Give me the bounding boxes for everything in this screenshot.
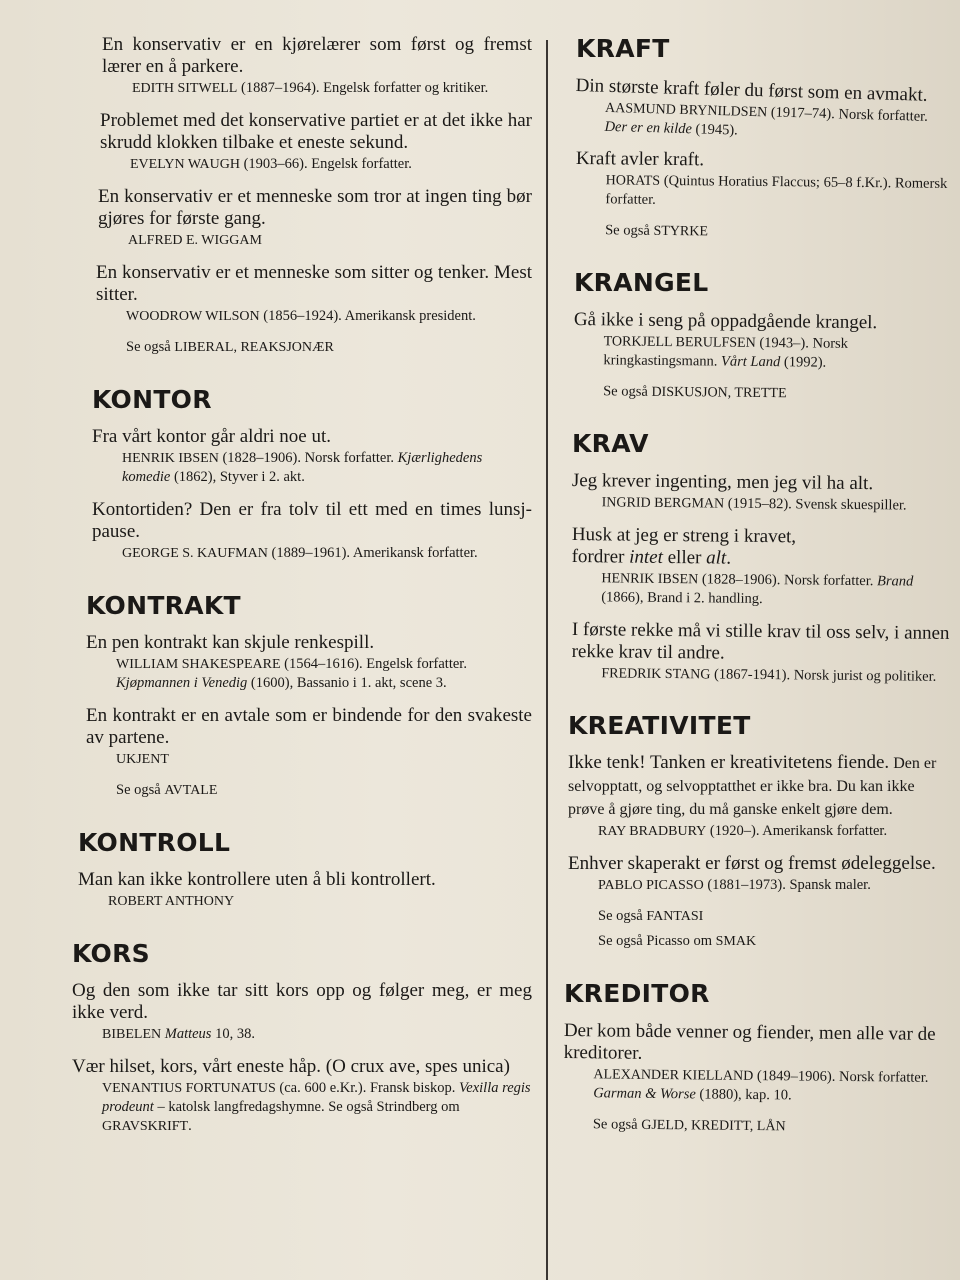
right-column <box>562 34 950 1146</box>
attribution: HORATS (Quintus Horatius Flaccus; 65–8 f.Kr.). Romersk forfatter. <box>605 172 948 208</box>
quote-text: Fra vårt kontor går aldri noe ut. <box>92 426 332 447</box>
attribution: PABLO PICASSO (1881–1973). Spansk maler. <box>598 877 871 893</box>
quote-entry <box>571 619 950 687</box>
see-also: Se også DISKUSJON, TRETTE <box>603 383 787 402</box>
quote-entry <box>70 34 532 98</box>
quote-text: Jeg krever ingenting, men jeg vil ha alt. <box>571 470 874 495</box>
attribution: INGRID BERGMAN (1915–82). Svensk skuespiller. <box>601 495 907 514</box>
quote-entry <box>572 470 950 516</box>
quote-entry <box>92 426 532 487</box>
attribution: ALFRED E. WIGGAM <box>128 233 262 248</box>
attribution: FREDRIK STANG (1867-1941). Norsk jurist og politiker. <box>601 666 937 685</box>
quote-entry <box>574 75 950 146</box>
attribution: VENANTIUS FORTUNATUS (ca. 600 e.Kr.). Fransk biskop. Vexilla regis prodeunt – katolsk langfredagshymne. Se også Strindberg om GRAVSKRIFT. <box>102 1080 531 1134</box>
section-heading: KORS <box>72 939 150 968</box>
quote-entry <box>72 1056 532 1136</box>
left-column <box>70 34 532 1148</box>
quote-entry <box>70 262 532 357</box>
quote-text: Man kan ikke kontrollere uten å bli kontrollert. <box>78 869 436 890</box>
attribution: WILLIAM SHAKESPEARE (1564–1616). Engelsk forfatter. Kjøpmannen i Venedig (1600), Bassanio i 1. akt, scene 3. <box>116 656 467 691</box>
quote-entry <box>563 1020 950 1138</box>
quote-text: Husk at jeg er streng i kravet, fordrer intet eller alt. <box>571 524 797 569</box>
quote-entry <box>70 110 532 174</box>
section-heading: KREATIVITET <box>568 711 751 740</box>
quote-text: Kontortiden? Den er fra tolv til ett med en times lunsj-pause. <box>92 499 532 542</box>
see-also: Se også AVTALE <box>116 782 218 798</box>
section-heading: KONTROLL <box>78 828 231 857</box>
quote-entry <box>568 752 950 841</box>
section-kreativitet <box>562 711 950 951</box>
attribution: GEORGE S. KAUFMAN (1889–1961). Amerikansk forfatter. <box>122 545 478 561</box>
section-krangel <box>562 268 950 401</box>
section-kreditor <box>562 979 950 1134</box>
section-kors <box>70 939 532 1136</box>
quote-text: Gå ikke i seng på oppadgående krangel. <box>573 309 878 334</box>
attribution: RAY BRADBURY (1920–). Amerikansk forfatter. <box>598 823 888 839</box>
section-heading: KRAV <box>572 429 649 458</box>
quote-text: Problemet med det konservative partiet er at det ikke har skrudd klokken tilbake et eneste sekund. <box>100 110 532 153</box>
quote-entry <box>70 186 532 250</box>
quote-entry <box>92 499 532 563</box>
attribution: EVELYN WAUGH (1903–66). Engelsk forfatter. <box>130 156 412 172</box>
attribution: EDITH SITWELL (1887–1964). Engelsk forfatter og kritiker. <box>132 80 489 96</box>
quote-text: Kraft avler kraft. <box>575 148 705 171</box>
section-kontroll <box>70 828 532 911</box>
quote-text: En konservativ er et menneske som sitter og tenker. Mest sitter. <box>96 262 532 305</box>
quote-entry <box>568 853 950 951</box>
section-kontrakt <box>70 591 532 800</box>
attribution: WOODROW WILSON (1856–1924). Amerikansk president. <box>126 308 476 324</box>
quote-text: Enhver skaperakt er først og fremst ødeleggelse. <box>568 853 936 874</box>
attribution: TORKJELL BERULFSEN (1943–). Norsk kringkastingsmann. Vårt Land (1992). <box>603 334 849 371</box>
section-heading: KONTOR <box>92 385 212 414</box>
attribution: HENRIK IBSEN (1828–1906). Norsk forfatter. Kjærlighedens komedie (1862), Styver i 2. akt. <box>122 450 483 485</box>
quote-text: En konservativ er et menneske som tror at ingen ting bør gjøres for første gang. <box>98 186 532 229</box>
see-also: Se også LIBERAL, REAKSJONÆR <box>126 339 334 355</box>
quote-text: Din største kraft føler du først som en avmakt. <box>575 75 928 106</box>
quote-entry <box>86 705 532 800</box>
attribution: ALEXANDER KIELLAND (1849–1906). Norsk forfatter. Garman & Worse (1880), kap. 10. <box>593 1067 929 1104</box>
section-kraft <box>562 34 950 240</box>
section-heading: KRANGEL <box>574 268 709 297</box>
quote-entry <box>575 148 950 244</box>
quote-entry <box>86 632 532 693</box>
section-heading: KONTRAKT <box>86 591 241 620</box>
section-krav <box>562 429 950 683</box>
attribution: AASMUND BRYNILDSEN (1917–74). Norsk forfatter. Der er en kilde (1945). <box>604 100 929 139</box>
section-heading: KREDITOR <box>564 979 710 1008</box>
attribution: BIBELEN Matteus 10, 38. <box>102 1026 255 1042</box>
see-also: Se også STYRKE <box>605 222 709 240</box>
quote-text: Og den som ikke tar sitt kors opp og følger meg, er meg ikke verd. <box>72 980 532 1023</box>
quote-entry <box>78 869 532 911</box>
attribution: UKJENT <box>116 752 169 767</box>
see-also: Se også GJELD, KREDITT, LÅN <box>592 1116 786 1135</box>
attribution: HENRIK IBSEN (1828–1906). Norsk forfatter. Brand (1866), Brand i 2. handling. <box>601 571 914 608</box>
quote-text: En konservativ er en kjørelærer som først og fremst lærer en å parkere. <box>102 34 532 77</box>
quote-text: En pen kontrakt kan skjule renkespill. <box>86 632 375 653</box>
section-kontor <box>70 385 532 563</box>
attribution: ROBERT ANTHONY <box>108 894 235 909</box>
quote-entry <box>72 980 532 1044</box>
quote-text: I første rekke må vi stille krav til oss selv, i annen rekke krav til andre. <box>571 619 950 664</box>
section-heading: KRAFT <box>576 34 670 63</box>
column-divider <box>546 40 548 1280</box>
quote-text: En kontrakt er en avtale som er bindende for den svakeste av partene. <box>86 705 532 748</box>
see-also: Se også Picasso om SMAK <box>598 933 757 949</box>
see-also: Se også FANTASI <box>598 908 704 924</box>
quote-entry <box>571 524 950 611</box>
quote-text: Vær hilset, kors, vårt eneste håp. (O crux ave, spes unica) <box>72 1056 510 1077</box>
quote-entry <box>573 309 950 405</box>
quote-text: Ikke tenk! Tanken er kreativitetens fiende. Den er selvopptatt, og selvopptatthet er ikke bra. Du kan ikke prøve å gjøre ting, du må ganske enkelt gjøre dem. <box>568 752 937 818</box>
quote-text: Der kom både venner og fiender, men alle var de kreditorer. <box>563 1020 936 1064</box>
